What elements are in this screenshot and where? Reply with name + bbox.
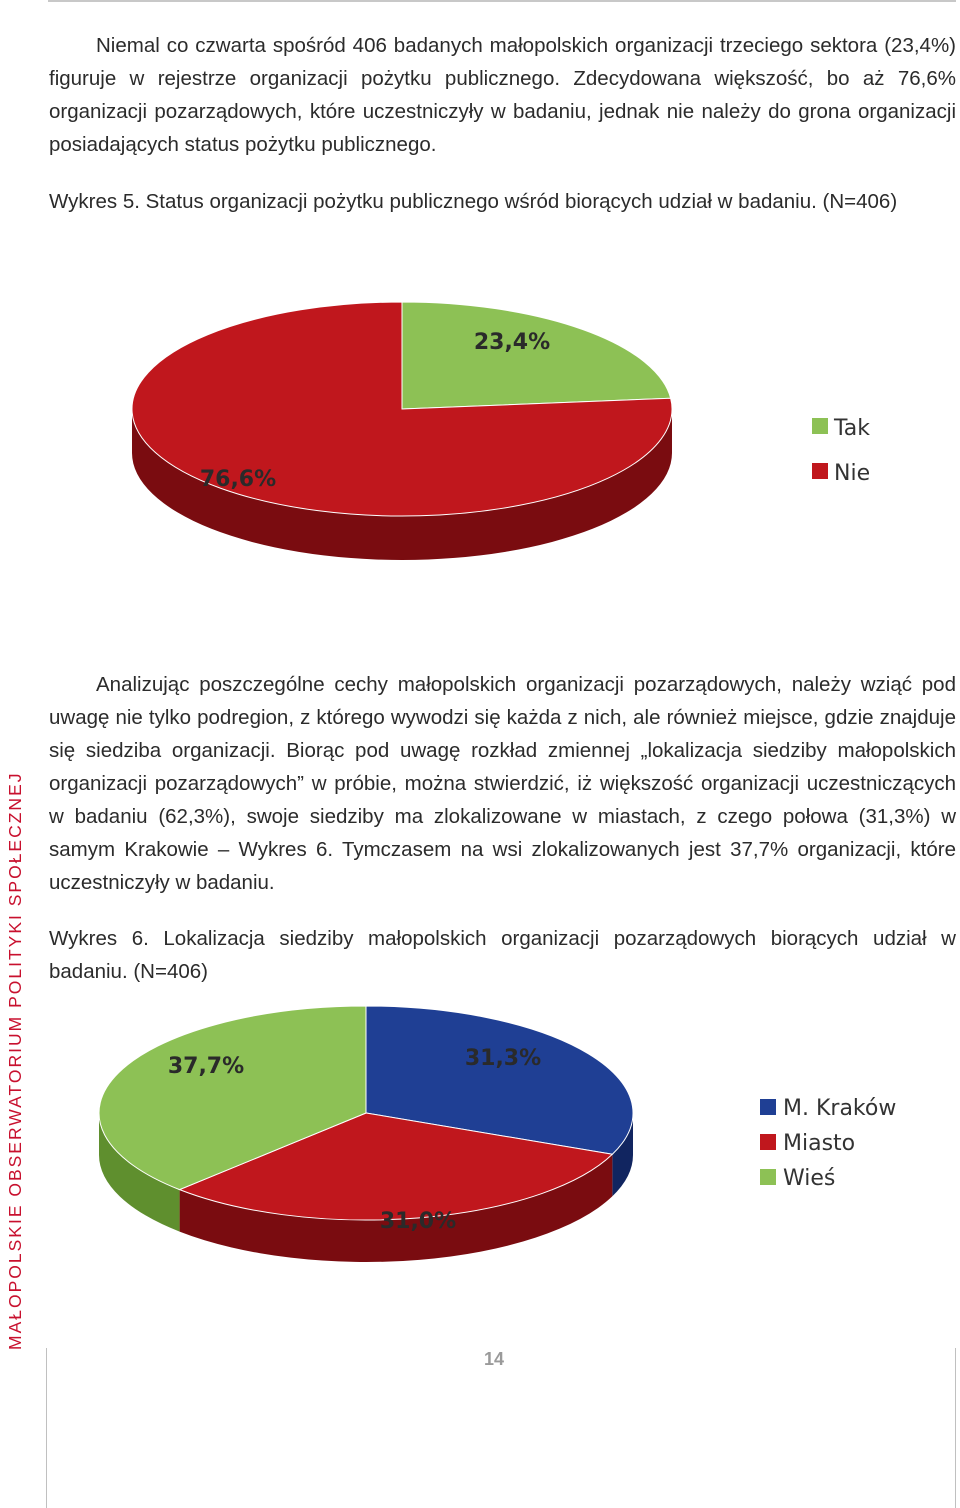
intro-paragraph: Niemal co czwarta spośród 406 badanych małopolskich organizacji trzeciego sektora (23,4%) figuruje w rejestrze organizacji pożytku publicznego. Zdecydowana większość, bo aż 76,6% organizacji pozarządowych, które uczestniczyły w badaniu, jednak nie należy do grona organizacji posiadających status pożytku publicznego. (49, 34, 956, 156)
chart5-label-nie: 76,6% (199, 467, 277, 492)
chart6-legend-miasto: Miasto (783, 1131, 856, 1156)
side-label: MAŁOPOLSKIE OBSERWATORIUM POLITYKI SPOŁECZNEJ (5, 771, 25, 1350)
chart6-legend-krakow: M. Kraków (783, 1096, 897, 1121)
chart6-label-wies: 37,7% (167, 1054, 245, 1079)
analysis-paragraph: Analizując poszczególne cechy małopolskich organizacji pozarządowych, należy wziąć pod uwagę nie tylko podregion, z którego wywodzi się każda z nich, ale również miejsce, gdzie znajduje się siedziba organizacji. Biorąc pod uwagę rozkład zmiennej „lokalizacja siedziby małopolskich organizacji pozarządowych” w próbie, można stwierdzić, iż większość organizacji uczestniczących w badaniu (62,3%), swoje siedziby ma zlokalizowane w miastach, z czego połowa (31,3%) w samym Krakowie – Wykres 6. Tymczasem na wsi zlokalizowanych jest 37,7% organizacji, które uczestniczyły w badaniu. (49, 673, 956, 894)
chart6-caption: Wykres 6. Lokalizacja siedziby małopolskich organizacji pozarządowych biorących udział w badaniu. (N=406) (49, 927, 956, 983)
chart5-caption: Wykres 5. Status organizacji pożytku publicznego wśród biorących udział w badaniu. (N=406) (49, 190, 898, 213)
chart6-label-miasto: 31,0% (379, 1209, 457, 1234)
chart6-legend (760, 1096, 896, 1191)
chart6-pie (0, 995, 960, 1335)
chart5-slice-tak (402, 302, 671, 409)
chart6-label-krakow: 31,3% (464, 1046, 542, 1071)
chart6-legend-swatch-wies (760, 1169, 776, 1185)
chart5-label-tak: 23,4% (473, 330, 551, 355)
chart5-legend-tak: Tak (834, 416, 871, 441)
chart6-legend-swatch-miasto (760, 1134, 776, 1150)
bottom-left-rule (46, 1348, 47, 1508)
page-number: 14 (484, 1349, 505, 1369)
chart5-legend-swatch-tak (812, 418, 828, 434)
chart5-legend (812, 416, 870, 486)
chart6-legend-wies: Wieś (783, 1166, 836, 1191)
top-rule (48, 0, 956, 2)
chart5-legend-nie: Nie (834, 461, 871, 486)
chart5-pie (0, 290, 960, 630)
chart5-legend-swatch-nie (812, 463, 828, 479)
chart6-legend-swatch-krakow (760, 1099, 776, 1115)
bottom-right-rule (955, 1348, 956, 1508)
